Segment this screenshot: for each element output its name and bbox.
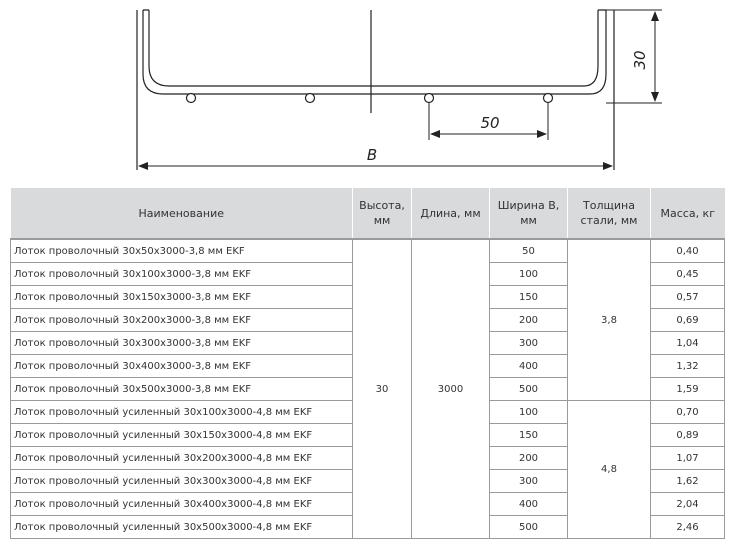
spacing-dimension-label: 50 bbox=[480, 114, 500, 132]
cell-name: Лоток проволочный усиленный 30х300х3000-4,8 мм EKF bbox=[11, 470, 353, 493]
table-row bbox=[11, 239, 725, 263]
cell-length: 3000 bbox=[412, 239, 490, 539]
cell-name: Лоток проволочный 30х400х3000-3,8 мм EKF bbox=[11, 355, 353, 378]
cell-mass: 0,69 bbox=[651, 309, 725, 332]
cell-width: 300 bbox=[490, 470, 568, 493]
cell-width: 300 bbox=[490, 332, 568, 355]
cell-mass: 1,62 bbox=[651, 470, 725, 493]
cell-name: Лоток проволочный 30х50х3000-3,8 мм EKF bbox=[11, 239, 353, 263]
header-name: Наименование bbox=[11, 188, 353, 239]
cell-mass: 1,32 bbox=[651, 355, 725, 378]
cell-name: Лоток проволочный 30х500х3000-3,8 мм EKF bbox=[11, 378, 353, 401]
cell-mass: 1,04 bbox=[651, 332, 725, 355]
cell-thickness: 3,8 bbox=[568, 239, 651, 401]
header-width: Ширина B, мм bbox=[490, 188, 568, 239]
cell-name: Лоток проволочный усиленный 30х500х3000-4,8 мм EKF bbox=[11, 516, 353, 539]
cell-width: 400 bbox=[490, 493, 568, 516]
cell-thickness: 4,8 bbox=[568, 401, 651, 539]
cell-name: Лоток проволочный усиленный 30х400х3000-4,8 мм EKF bbox=[11, 493, 353, 516]
header-length: Длина, мм bbox=[412, 188, 490, 239]
width-dimension-label: B bbox=[366, 146, 378, 164]
cell-mass: 1,07 bbox=[651, 447, 725, 470]
table-header-row bbox=[11, 188, 725, 239]
cell-name: Лоток проволочный усиленный 30х200х3000-4,8 мм EKF bbox=[11, 447, 353, 470]
cell-mass: 2,46 bbox=[651, 516, 725, 539]
header-mass: Масса, кг bbox=[651, 188, 725, 239]
cell-width: 100 bbox=[490, 401, 568, 424]
header-height: Высота, мм bbox=[353, 188, 412, 239]
cell-mass: 1,59 bbox=[651, 378, 725, 401]
spec-table bbox=[10, 188, 725, 539]
header-thickness: Толщина стали, мм bbox=[568, 188, 651, 239]
cell-mass: 2,04 bbox=[651, 493, 725, 516]
cell-mass: 0,40 bbox=[651, 239, 725, 263]
cell-width: 500 bbox=[490, 516, 568, 539]
cell-name: Лоток проволочный 30х200х3000-3,8 мм EKF bbox=[11, 309, 353, 332]
cell-width: 100 bbox=[490, 263, 568, 286]
cell-mass: 0,57 bbox=[651, 286, 725, 309]
cell-mass: 0,70 bbox=[651, 401, 725, 424]
height-dimension-label: 30 bbox=[631, 50, 649, 70]
cell-name: Лоток проволочный 30х300х3000-3,8 мм EKF bbox=[11, 332, 353, 355]
cell-name: Лоток проволочный 30х100х3000-3,8 мм EKF bbox=[11, 263, 353, 286]
cell-name: Лоток проволочный 30х150х3000-3,8 мм EKF bbox=[11, 286, 353, 309]
cell-width: 500 bbox=[490, 378, 568, 401]
cell-name: Лоток проволочный усиленный 30х150х3000-4,8 мм EKF bbox=[11, 424, 353, 447]
cell-width: 200 bbox=[490, 447, 568, 470]
cell-width: 400 bbox=[490, 355, 568, 378]
cell-width: 150 bbox=[490, 286, 568, 309]
cell-mass: 0,89 bbox=[651, 424, 725, 447]
cell-width: 200 bbox=[490, 309, 568, 332]
tray-cross-section-drawing bbox=[0, 0, 737, 185]
cell-height: 30 bbox=[353, 239, 412, 539]
cell-width: 150 bbox=[490, 424, 568, 447]
cell-name: Лоток проволочный усиленный 30х100х3000-4,8 мм EKF bbox=[11, 401, 353, 424]
cell-mass: 0,45 bbox=[651, 263, 725, 286]
cell-width: 50 bbox=[490, 239, 568, 263]
cross-wires bbox=[187, 94, 553, 103]
